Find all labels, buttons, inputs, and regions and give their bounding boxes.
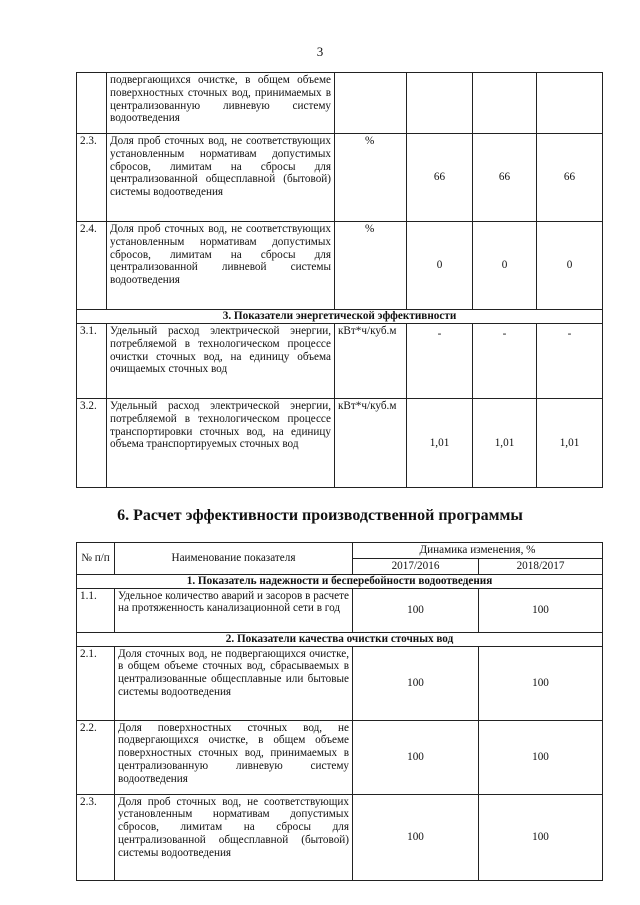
row-number: 3.2. <box>77 399 107 488</box>
indicator-name: Доля проб сточных вод, не соответствующих установленным нормативам допустимых сбросов, лимитам на сбросы для централизованной общесплавной (бытовой) системы водоотведения <box>115 794 353 880</box>
header-year: 2018/2017 <box>479 558 603 574</box>
header-row <box>77 543 603 559</box>
indicator-name: Доля проб сточных вод, не соответствующих установленным нормативам допустимых сбросов, лимитам на сбросы для централизованной ливневой системы водоотведения <box>107 222 335 310</box>
table-row <box>77 222 603 310</box>
value-cell: 100 <box>353 588 479 632</box>
table-row <box>77 646 603 720</box>
value-cell: 100 <box>479 720 603 794</box>
value-cell: 100 <box>479 588 603 632</box>
section-title: 3. Показатели энергетической эффективности <box>77 310 603 324</box>
value-cell: 100 <box>353 646 479 720</box>
value-cell <box>537 73 603 134</box>
section-title: 2. Показатели качества очистки сточных вод <box>77 632 603 646</box>
indicator-name: Доля поверхностных сточных вод, не подвергающихся очистке, в общем объеме поверхностных сточных вод, принимаемых в централизованную ливневую систему водоотведения <box>115 720 353 794</box>
value-cell: 66 <box>473 134 537 222</box>
unit-cell <box>335 73 407 134</box>
row-number: 1.1. <box>77 588 115 632</box>
page-number: 3 <box>316 44 324 59</box>
header-name: Наименование показателя <box>115 543 353 575</box>
row-number: 2.3. <box>77 134 107 222</box>
row-number: 2.3. <box>77 794 115 880</box>
table-row <box>77 399 603 488</box>
section-heading: 6. Расчет эффективности производственной программы <box>117 507 523 524</box>
unit-cell: % <box>335 222 407 310</box>
header-year: 2017/2016 <box>353 558 479 574</box>
value-cell <box>473 73 537 134</box>
section-row <box>77 310 603 324</box>
indicator-name: Удельное количество аварий и засоров в расчете на протяженность канализационной сети в год <box>115 588 353 632</box>
value-cell: 1,01 <box>407 399 473 488</box>
table-row <box>77 720 603 794</box>
unit-cell: кВт*ч/куб.м <box>335 399 407 488</box>
row-number: 2.2. <box>77 720 115 794</box>
value-cell: 1,01 <box>537 399 603 488</box>
value-cell: 100 <box>353 720 479 794</box>
header-num: № п/п <box>77 543 115 575</box>
efficiency-table <box>76 542 603 881</box>
indicator-name: Доля сточных вод, не подвергающихся очистке, в общем объеме сточных вод, сбрасываемых в централизованные общесплавные или бытовые системы водоотведения <box>115 646 353 720</box>
row-number: 3.1. <box>77 324 107 399</box>
table-row <box>77 588 603 632</box>
table-row <box>77 73 603 134</box>
value-cell: 100 <box>353 794 479 880</box>
value-cell: - <box>407 324 473 399</box>
row-number: 2.4. <box>77 222 107 310</box>
value-cell: 100 <box>479 794 603 880</box>
value-cell: 66 <box>407 134 473 222</box>
unit-cell: % <box>335 134 407 222</box>
value-cell <box>407 73 473 134</box>
value-cell: 100 <box>479 646 603 720</box>
indicator-name: Удельный расход электрической энергии, потребляемой в технологическом процессе очистки сточных вод, на единицу объема очищаемых сточных вод <box>107 324 335 399</box>
indicators-table-continued <box>76 72 603 488</box>
row-number: 2.1. <box>77 646 115 720</box>
unit-cell: кВт*ч/куб.м <box>335 324 407 399</box>
section-row <box>77 632 603 646</box>
header-dynamics: Динамика изменения, % <box>353 543 603 559</box>
value-cell: - <box>473 324 537 399</box>
value-cell: 1,01 <box>473 399 537 488</box>
indicator-name: Доля проб сточных вод, не соответствующих установленным нормативам допустимых сбросов, лимитам на сбросы для централизованной общесплавной (бытовой) системы водоотведения <box>107 134 335 222</box>
value-cell: - <box>537 324 603 399</box>
value-cell: 66 <box>537 134 603 222</box>
value-cell: 0 <box>473 222 537 310</box>
section-row <box>77 574 603 588</box>
section-title: 1. Показатель надежности и бесперебойности водоотведения <box>77 574 603 588</box>
table-row <box>77 794 603 880</box>
value-cell: 0 <box>537 222 603 310</box>
table-row <box>77 134 603 222</box>
table-row <box>77 324 603 399</box>
indicator-name: подвергающихся очистке, в общем объеме поверхностных сточных вод, принимаемых в централизованную ливневую систему водоотведения <box>107 73 335 134</box>
indicator-name: Удельный расход электрической энергии, потребляемой в технологическом процессе транспортировки сточных вод, на единицу объема транспортируемых сточных вод <box>107 399 335 488</box>
row-number <box>77 73 107 134</box>
value-cell: 0 <box>407 222 473 310</box>
